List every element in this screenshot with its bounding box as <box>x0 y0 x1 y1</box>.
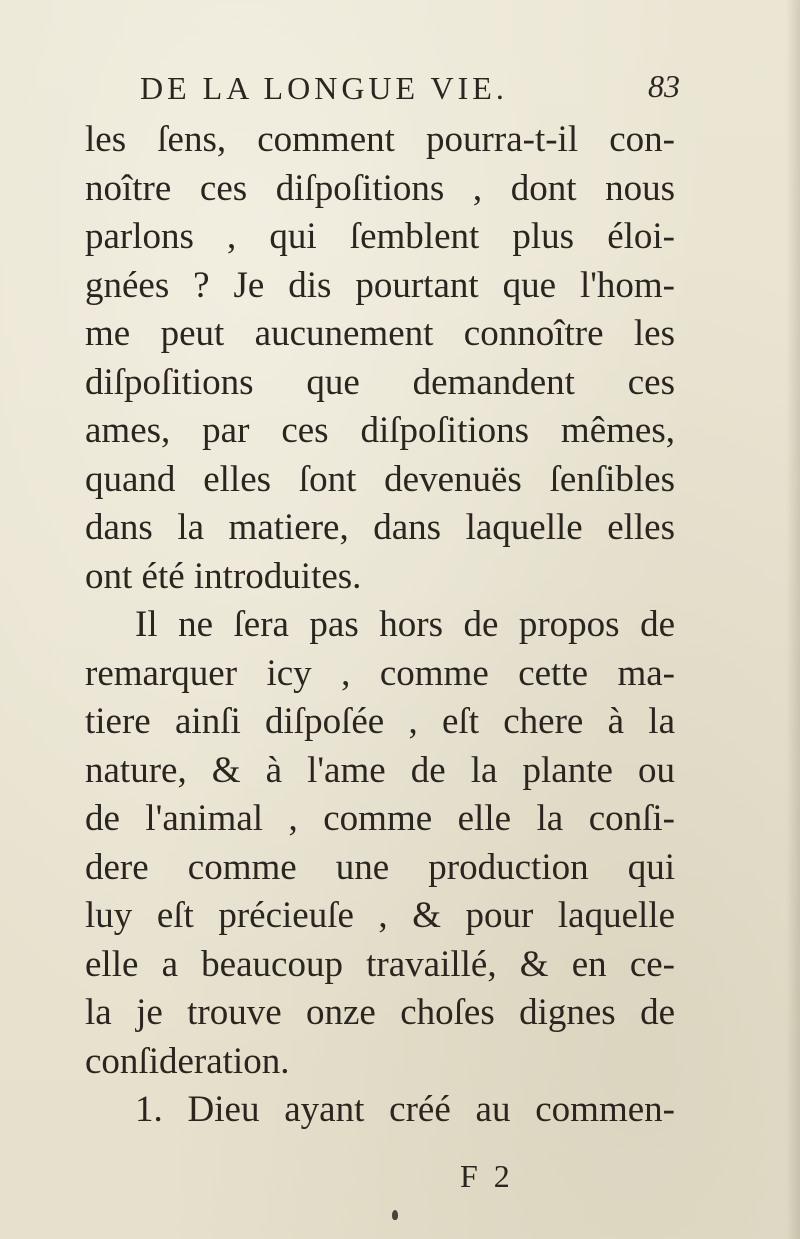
text-line: nature, & à l'ame de la plante ou <box>85 749 675 791</box>
text-line: ont été introduites. <box>85 555 362 597</box>
text-line: ames, par ces diſpoſitions mêmes, <box>85 410 675 451</box>
page-number: 83 <box>648 68 680 104</box>
text-line: quand elles ſont devenuës ſenſibles <box>85 458 675 500</box>
text-line: dans la matiere, dans laquelle elles <box>85 507 675 548</box>
text-line: tiere ainſi diſpoſée , eſt chere à la <box>85 701 675 742</box>
text-line: gnées ? Je dis pourtant que l'hom- <box>85 264 675 306</box>
text-line: la je trouve onze choſes dignes de <box>85 992 675 1033</box>
text-line: diſpoſitions que demandent ces <box>85 361 675 403</box>
page-header <box>140 66 680 116</box>
running-title: DE LA LONGUE VIE. <box>140 70 508 106</box>
text-line: me peut aucunement connoître les <box>85 313 675 354</box>
text-line: les ſens, comment pourra-t-il con- <box>85 119 675 160</box>
text-line: de l'animal , comme elle la conſi- <box>85 798 675 839</box>
text-line: dere comme une production qui <box>85 846 675 888</box>
ink-speck <box>392 1210 398 1220</box>
page-edge-shadow <box>786 0 800 1239</box>
text-line: elle a beaucoup travaillé, & en ce- <box>85 943 675 985</box>
text-line: parlons , qui ſemblent plus éloi- <box>85 216 675 257</box>
text-line: remarquer icy , comme cette ma- <box>85 652 675 694</box>
text-line: noître ces diſpoſitions , dont nous <box>85 167 675 209</box>
paragraph-start-line: Il ne ſera pas hors de propos de <box>135 604 675 645</box>
text-line: conſideration. <box>85 1040 290 1082</box>
signature-mark: F 2 <box>460 1158 514 1194</box>
paragraph-start-line: 1. Dieu ayant créé au commen- <box>135 1089 675 1130</box>
body-text <box>85 116 675 1135</box>
text-line: luy eſt précieuſe , & pour laquelle <box>85 895 675 936</box>
